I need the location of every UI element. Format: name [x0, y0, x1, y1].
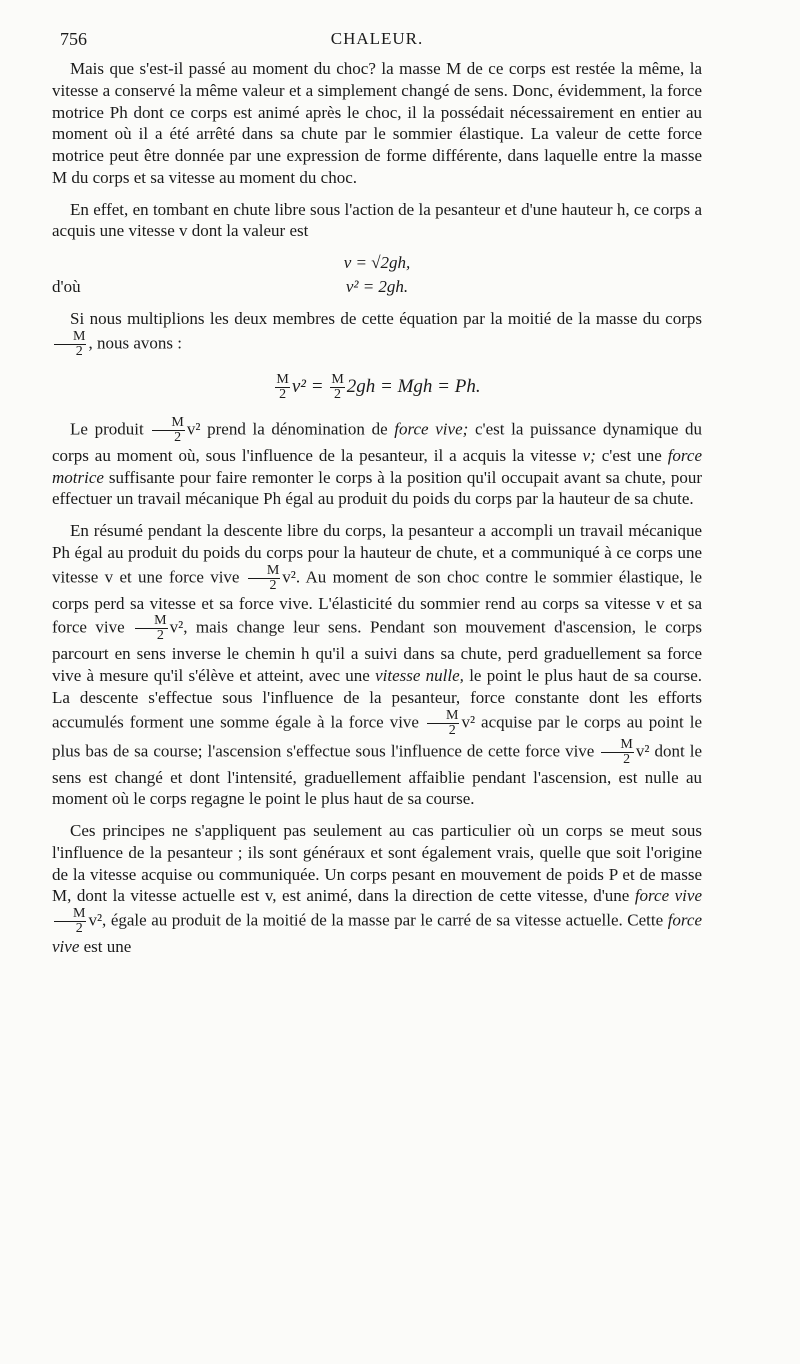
dou-label: d'où: [52, 277, 81, 296]
paragraph-5: En résumé pendant la descente libre du corps, la pesanteur a accompli un travail mécanique Ph égal au produit du poids du corps pour la hauteur de chute, et a communiqué à ce corps une vitesse v et une force vive $\frac{M}{2}$ v². Au moment de son choc contre le sommier élastique, le corps perd sa vitesse et sa force vive. L'élasticité du sommier rend au corps sa vitesse v et sa force vive $\frac{M}{2}$ v², mais change leur sens. Pendant son mouvement d'ascension, le corps parcourt en sens inverse le chemin h qu'il a suivi dans sa chute, perd graduellement sa force vive à mesure qu'il s'élève et atteint, avec une vitesse nulle, le point le plus haut de sa course. La descente s'effectue sous l'influence de la pesanteur, force constante dont les efforts accumulés forment une somme égale à la force vive $\frac{M}{2}$ v² acquise par le corps au point le plus bas de sa course; l'ascension s'effectue sous l'influence de cette force vive $\frac{M}{2}$ v² dont le sens est changé et dont l'intensité, graduellement affaiblie pendant l'ascension, est nulle au moment où le corps regagne le point le plus haut de sa course.: [52, 521, 703, 809]
fraction-m-over-2: $\frac{M}{2}$: [54, 330, 86, 359]
page-header: [52, 28, 702, 58]
equation-2: v² = 2gh.: [345, 277, 409, 296]
page-number: 756: [60, 29, 87, 49]
paragraph-4: Le produit $\frac{M}{2}$ v² prend la dénomination de force vive; c'est la puissance dynamique du corps au moment où, sous l'influence de la pesanteur, il a acquis la vitesse v; c'est une force motrice suffisante pour faire remonter le corps à la position qu'il occupait avant sa chute, pour effectuer un travail mécanique Ph égal au produit du poids du corps par la hauteur de sa chute.: [52, 414, 703, 509]
document-page: [52, 28, 702, 968]
equation-2-row: [52, 276, 702, 300]
paragraph-3: Si nous multiplions les deux membres de cette équation par la moitié de la masse du corps $\frac{M}{2}$ , nous avons :: [52, 308, 702, 359]
running-title: CHALEUR.: [330, 29, 424, 48]
paragraph-1: Mais que s'est-il passé au moment du choc? la masse M de ce corps est restée la même, la vitesse a conservé la même valeur et a simplement changé de sens. Donc, évidemment, la force motrice Ph dont ce corps est animé après le choc, il la possédait nécessairement en entier au moment où il a été arrêté dans sa chute par le sommier élastique. La valeur de cette force motrice peut être donnée par une expression de forme différente, dans laquelle entre la masse M du corps et sa vitesse au moment du choc.: [52, 59, 702, 187]
paragraph-2: En effet, en tombant en chute libre sous l'action de la pesanteur et d'une hauteur h, ce corps a acquis une vitesse v dont la valeur est: [52, 199, 702, 241]
main-equation: $\frac{M}{2}$ v² = $\frac{M}{2}$ 2gh = Mgh = Ph.: [276, 371, 481, 402]
equation-1: v = √2gh,: [343, 253, 411, 272]
equation-1-row: [52, 252, 702, 276]
paragraph-6: Ces principes ne s'appliquent pas seulement au cas particulier où un corps se meut sous l'influence de la pesanteur ; ils sont généraux et sont également vrais, quelle que soit l'origine de la vitesse acquise ou communiquée. Un corps pesant en mouvement de poids P et de masse M, dont la vitesse actuelle est v, est animé, dans la direction de cette vitesse, d'une force vive $\frac{M}{2}$ v², égale au produit de la moitié de la masse par le carré de sa vitesse actuelle. Cette force vive est une: [52, 821, 703, 956]
